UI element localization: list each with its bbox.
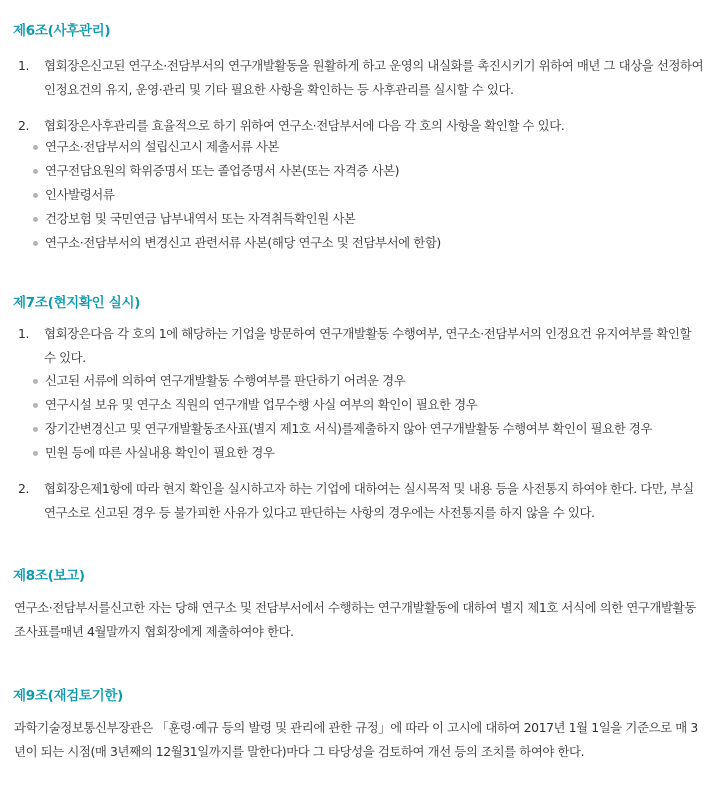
- list-item-text: 연구소·전담부서의 설립신고시 제출서류 사본: [45, 139, 279, 154]
- item-number: 1.: [18, 58, 30, 73]
- bullet-dot-icon: [33, 379, 38, 384]
- list-item: [28, 393, 652, 417]
- list-item-text: 인사발령서류: [45, 187, 115, 202]
- item-number: 2.: [18, 481, 30, 496]
- bullet-dot-icon: [33, 145, 38, 150]
- section-title-article-9: 제9조(재검토기한): [13, 688, 124, 704]
- list-item: [28, 183, 441, 207]
- list-item-text: 장기간변경신고 및 연구개발활동조사표(별지 제1호 서식)를제출하지 않아 연구개발활동 수행여부 확인이 필요한 경우: [45, 421, 653, 436]
- list-item-text: 연구시설 보유 및 연구소 직원의 연구개발 업무수행 사실 여부의 확인이 필요한 경우: [45, 397, 478, 412]
- bullet-dot-icon: [33, 169, 38, 174]
- list-item: [28, 207, 441, 231]
- list-item-text: 신고된 서류에 의하여 연구개발활동 수행여부를 판단하기 어려운 경우: [45, 373, 406, 388]
- section-title-article-8: 제8조(보고): [13, 568, 85, 584]
- list-item-text: 민원 등에 따른 사실내용 확인이 필요한 경우: [45, 445, 275, 460]
- bullet-dot-icon: [33, 451, 38, 456]
- bullet-dot-icon: [33, 217, 38, 222]
- article-7-item-1-bullet-list: [28, 369, 652, 465]
- item-number: 2.: [18, 118, 30, 133]
- section-title-article-6: 제6조(사후관리): [13, 23, 111, 39]
- bullet-dot-icon: [33, 403, 38, 408]
- article-6-item-2-bullet-list: [28, 135, 441, 255]
- bullet-dot-icon: [33, 193, 38, 198]
- list-item: [28, 159, 441, 183]
- list-item-text: 연구전담요원의 학위증명서 또는 졸업증명서 사본(또는 자격증 사본): [45, 163, 400, 178]
- bullet-dot-icon: [33, 241, 38, 246]
- list-item: [28, 135, 441, 159]
- article-8-body-text: 연구소·전담부서를신고한 자는 당해 연구소 및 전담부서에서 수행하는 연구개발활동에 대하여 별지 제1호 서식에 의한 연구개발활동조사표를매년 4월말까지 협회장에게 제출하여야 한다.: [14, 600, 696, 639]
- list-item: [28, 369, 652, 393]
- item-text: 협회장은제1항에 따라 현지 확인을 실시하고자 하는 기업에 대하여는 실시목적 및 내용 등을 사전통지 하여야 한다. 다만, 부실연구소로 신고된 경우 등 불가피한 사유가 있다고 판단하는 사항의 경우에는 사전통지를 하지 않을 수 있다.: [44, 481, 694, 520]
- item-number: 1.: [18, 326, 30, 341]
- list-item: [28, 417, 652, 441]
- list-item: [28, 441, 652, 465]
- article-9-body-text: 과학기술정보통신부장관은 「훈령·예규 등의 발령 및 관리에 관한 규정」에 따라 이 고시에 대하여 2017년 1월 1일을 기준으로 매 3년이 되는 시점(매 3년째의 12월31일까지를 말한다)마다 그 타당성을 검토하여 개선 등의 조치를 하여야 한다.: [14, 720, 698, 759]
- list-item-text: 건강보험 및 국민연금 납부내역서 또는 자격취득확인원 사본: [45, 211, 356, 226]
- item-text: 협회장은신고된 연구소·전담부서의 연구개발활동을 원활하게 하고 운영의 내실화를 촉진시키기 위하여 매년 그 대상을 선정하여 인정요건의 유지, 운영·관리 및 기타 필요한 사항을 확인하는 등 사후관리를 실시할 수 있다.: [44, 58, 704, 97]
- list-item: [28, 231, 441, 255]
- list-item-text: 연구소·전담부서의 변경신고 관련서류 사본(해당 연구소 및 전담부서에 한함): [45, 235, 441, 250]
- section-title-article-7: 제7조(현지확인 실시): [13, 295, 141, 311]
- item-text: 협회장은사후관리를 효율적으로 하기 위하여 연구소·전담부서에 다음 각 호의 사항을 확인할 수 있다.: [44, 118, 565, 133]
- item-text: 협회장은다음 각 호의 1에 해당하는 기업을 방문하여 연구개발활동 수행여부, 연구소·전담부서의 인정요건 유지여부를 확인할 수 있다.: [44, 326, 692, 365]
- bullet-dot-icon: [33, 427, 38, 432]
